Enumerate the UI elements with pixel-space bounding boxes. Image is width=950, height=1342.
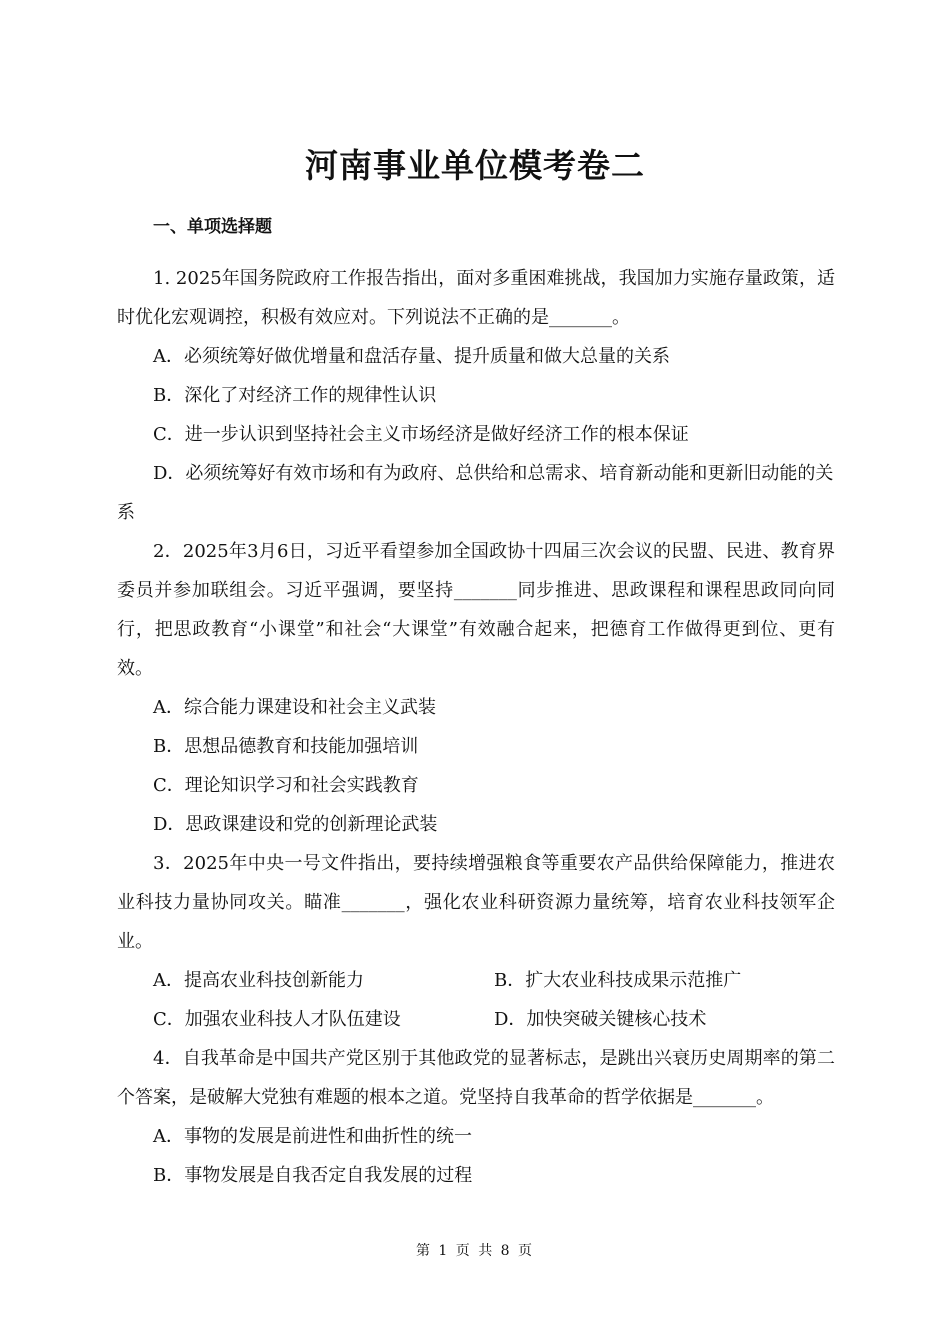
question-stem: 4．自我革命是中国共产党区别于其他政党的显著标志，是跳出兴衰历史周期率的第二个答案，是破解大党独有难题的根本之道。党坚持自我革命的哲学依据是_______。 (117, 1048, 835, 1108)
question-4 (117, 1039, 835, 1195)
option-b: B．深化了对经济工作的规律性认识 (153, 385, 437, 406)
option-c: C．进一步认识到坚持社会主义市场经济是做好经济工作的根本保证 (153, 424, 689, 445)
option-b: B．事物发展是自我否定自我发展的过程 (153, 1165, 473, 1186)
section-heading: 一、单项选择题 (153, 217, 272, 237)
question-stem: 2．2025年3月6日，习近平看望参加全国政协十四届三次会议的民盟、民进、教育界委员并参加联组会。习近平强调，要坚持_______同步推进、思政课程和课程思政同向同行，把思政教育“小课堂”和社会“大课堂”有效融合起来，把德育工作做得更到位、更有效。 (117, 541, 835, 679)
option-a: A．必须统筹好做优增量和盘活存量、提升质量和做大总量的关系 (153, 346, 670, 367)
option-c: C．加强农业科技人才队伍建设 (153, 1009, 401, 1030)
question-list (117, 259, 835, 1195)
question-stem: 1. 2025年国务院政府工作报告指出，面对多重困难挑战，我国加力实施存量政策，适时优化宏观调控，积极有效应对。下列说法不正确的是_______。 (117, 268, 835, 328)
option-row (117, 1000, 835, 1039)
option-b: B．思想品德教育和技能加强培训 (153, 736, 419, 757)
option-b: B．扩大农业科技成果示范推广 (494, 970, 742, 991)
question-1 (117, 259, 835, 532)
question-stem: 3．2025年中央一号文件指出，要持续增强粮食等重要农产品供给保障能力，推进农业科技力量协同攻关。瞄准_______，强化农业科研资源力量统筹，培育农业科技领军企业。 (117, 853, 835, 952)
page-title: 河南事业单位模考卷二 (305, 146, 645, 185)
page-number: 第 1 页 共 8 页 (415, 1243, 535, 1259)
option-a: A．事物的发展是前进性和曲折性的统一 (153, 1126, 472, 1147)
option-d: D．加快突破关键核心技术 (494, 1009, 707, 1030)
question-3 (117, 844, 835, 1039)
option-a: A．综合能力课建设和社会主义武装 (153, 697, 436, 718)
question-2 (117, 532, 835, 844)
option-d: D．思政课建设和党的创新理论武装 (153, 814, 438, 835)
option-a: A．提高农业科技创新能力 (153, 970, 364, 991)
option-d: D．必须统筹好有效市场和有为政府、总供给和总需求、培育新动能和更新旧动能的关系 (117, 463, 834, 523)
option-c: C．理论知识学习和社会实践教育 (153, 775, 419, 796)
option-row (117, 961, 835, 1000)
